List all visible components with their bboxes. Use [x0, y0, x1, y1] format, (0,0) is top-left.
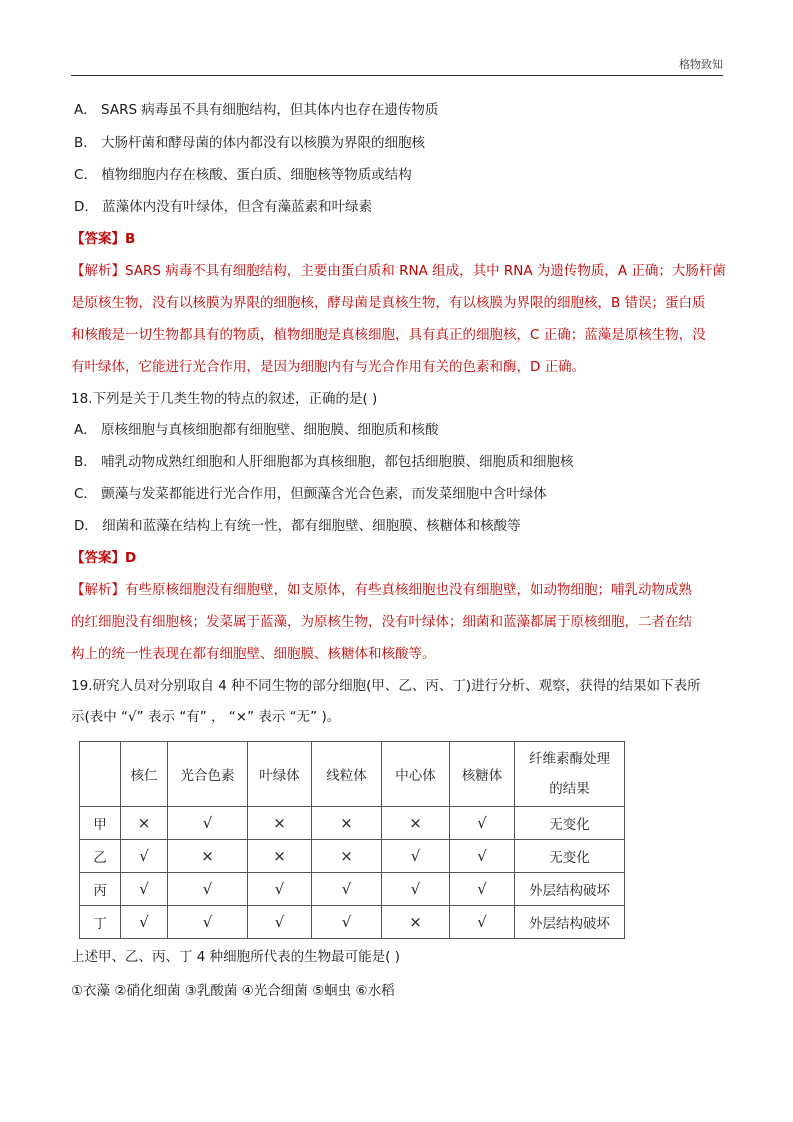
header-divider [71, 75, 723, 76]
q18-analysis-line-2: 的红细胞没有细胞核；发菜属于蓝藻，为原核生物，没有叶绿体；细菌和蓝藻都属于原核细胞，二者在结 [71, 614, 692, 630]
header-cellulase-line-2: 的结果 [549, 781, 590, 797]
header-brand: 格物致知 [679, 58, 723, 71]
row-result: 外层结构破坏 [515, 906, 625, 939]
q19-question: 上述甲、乙、丙、丁 4 种细胞所代表的生物最可能是( ) [71, 949, 400, 965]
table-cell: √ [121, 840, 168, 873]
table-cell: √ [450, 906, 515, 939]
table-cell: × [382, 906, 450, 939]
q19-stem-line-2: 示(表中 “√” 表示 “有” ， “×” 表示 “无” )。 [71, 709, 341, 725]
header-ribosome: 核糖体 [450, 742, 515, 807]
row-label: 丙 [80, 873, 121, 906]
table-header-row [80, 742, 625, 807]
table-cell: √ [168, 807, 248, 840]
table-cell: √ [168, 873, 248, 906]
q17-analysis-line-3: 和核酸是一切生物都具有的物质，植物细胞是真核细胞，具有真正的细胞核，C 正确；蓝藻是原核生物，没 [71, 327, 706, 343]
header-photo-pigment: 光合色素 [168, 742, 248, 807]
q19-table [79, 741, 625, 939]
table-row [80, 807, 625, 840]
table-cell: × [312, 840, 382, 873]
row-result: 无变化 [515, 807, 625, 840]
header-mitochondria: 线粒体 [312, 742, 382, 807]
table-cell: √ [121, 873, 168, 906]
q18-option-a: A． 原核细胞与真核细胞都有细胞壁、细胞膜、细胞质和核酸 [74, 422, 439, 438]
table-cell: √ [382, 840, 450, 873]
table-row [80, 906, 625, 939]
header-centrosome: 中心体 [382, 742, 450, 807]
q18-analysis-line-1: 【解析】有些原核细胞没有细胞壁，如支原体，有些真核细胞也没有细胞壁，如动物细胞；哺乳动物成熟 [71, 582, 692, 598]
row-label: 乙 [80, 840, 121, 873]
q18-option-d: D． 细菌和蓝藻在结构上有统一性，都有细胞壁、细胞膜、核糖体和核酸等 [74, 518, 521, 534]
q18-answer: 【答案】D [71, 550, 137, 566]
row-label: 丁 [80, 906, 121, 939]
q17-analysis-line-4: 有叶绿体，它能进行光合作用，是因为细胞内有与光合作用有关的色素和酶，D 正确。 [71, 359, 586, 375]
table-cell: √ [382, 873, 450, 906]
table-cell: √ [450, 873, 515, 906]
table-cell: × [168, 840, 248, 873]
q17-option-a: A． SARS 病毒虽不具有细胞结构，但其体内也存在遗传物质 [74, 102, 439, 118]
row-result: 无变化 [515, 840, 625, 873]
q19-choices: ①衣藻 ②硝化细菌 ③乳酸菌 ④光合细菌 ⑤蛔虫 ⑥水稻 [71, 983, 395, 999]
q17-option-b: B． 大肠杆菌和酵母菌的体内都没有以核膜为界限的细胞核 [74, 135, 426, 151]
table-cell: √ [312, 873, 382, 906]
q18-stem: 18.下列是关于几类生物的特点的叙述，正确的是( ) [71, 391, 378, 407]
table-cell: √ [248, 906, 312, 939]
header-chloroplast: 叶绿体 [248, 742, 312, 807]
header-nucleolus: 核仁 [121, 742, 168, 807]
q18-analysis-line-3: 构上的统一性表现在都有细胞壁、细胞膜、核糖体和核酸等。 [71, 646, 436, 662]
table-cell: × [312, 807, 382, 840]
header-cellulase-line-1: 纤维素酶处理 [529, 751, 610, 767]
q19-stem-line-1: 19.研究人员对分别取自 4 种不同生物的部分细胞(甲、乙、丙、丁)进行分析、观察，获得的结果如下表所 [71, 678, 701, 694]
header-corner [80, 742, 121, 807]
q17-answer: 【答案】B [71, 231, 136, 247]
table-row [80, 840, 625, 873]
table-cell: √ [450, 840, 515, 873]
table-cell: √ [121, 906, 168, 939]
table-cell: × [248, 840, 312, 873]
table-cell: √ [450, 807, 515, 840]
q17-option-c: C． 植物细胞内存在核酸、蛋白质、细胞核等物质或结构 [74, 167, 412, 183]
row-label: 甲 [80, 807, 121, 840]
header-cellulase-result [515, 742, 625, 807]
q17-analysis-line-2: 是原核生物，没有以核膜为界限的细胞核，酵母菌是真核生物，有以核膜为界限的细胞核，B 错误；蛋白质 [71, 295, 706, 311]
table-cell: √ [312, 906, 382, 939]
table-cell: √ [168, 906, 248, 939]
table-cell: × [121, 807, 168, 840]
table-row [80, 873, 625, 906]
table-cell: × [248, 807, 312, 840]
q18-option-c: C． 颤藻与发菜都能进行光合作用，但颤藻含光合色素，而发菜细胞中含叶绿体 [74, 486, 547, 502]
table-cell: √ [248, 873, 312, 906]
q18-option-b: B． 哺乳动物成熟红细胞和人肝细胞都为真核细胞，都包括细胞膜、细胞质和细胞核 [74, 454, 574, 470]
q17-analysis-line-1: 【解析】SARS 病毒不具有细胞结构，主要由蛋白质和 RNA 组成，其中 RNA 为遗传物质，A 正确；大肠杆菌 [71, 263, 726, 279]
q17-option-d: D． 蓝藻体内没有叶绿体，但含有藻蓝素和叶绿素 [74, 199, 373, 215]
table-cell: × [382, 807, 450, 840]
row-result: 外层结构破坏 [515, 873, 625, 906]
